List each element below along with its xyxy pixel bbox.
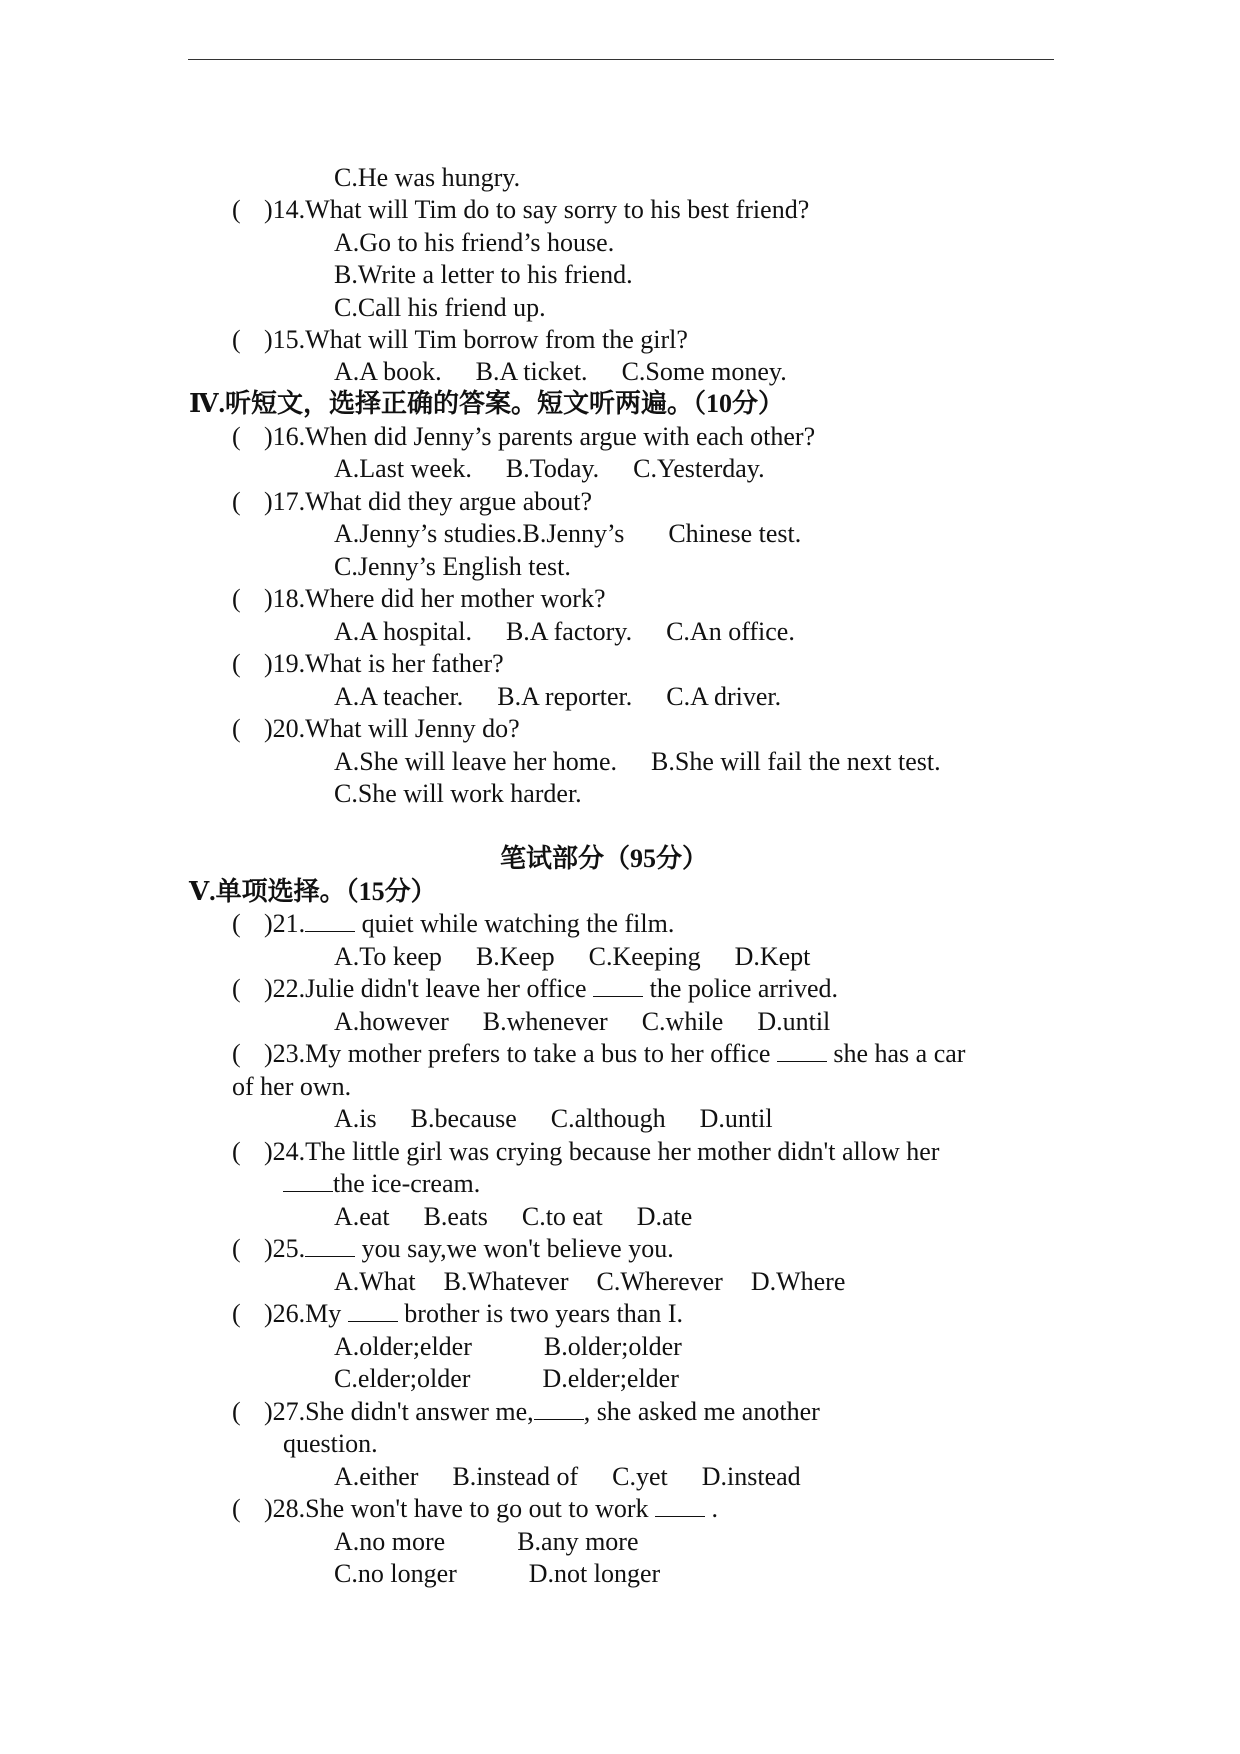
answer-blank[interactable] — [534, 1397, 584, 1420]
q25-options: A.What B.Whatever C.Wherever D.Where — [334, 1267, 846, 1296]
q14-question: ( )14.What will Tim do to say sorry to his best friend? — [232, 195, 810, 224]
q16-question: ( )16.When did Jenny’s parents argue with each other? — [232, 422, 816, 451]
answer-blank[interactable] — [305, 909, 355, 932]
answer-paren[interactable]: ( — [232, 909, 241, 938]
q18-question: ( )18.Where did her mother work? — [232, 584, 606, 613]
answer-paren[interactable]: ( — [232, 1299, 241, 1328]
answer-blank[interactable] — [305, 1234, 355, 1257]
section-4-heading: Ⅳ.听短文，选择正确的答案。短文听两遍。（10分） — [189, 389, 785, 418]
q27-question-line2: question. — [283, 1429, 378, 1458]
q21-options: A.To keep B.Keep C.Keeping D.Kept — [334, 942, 811, 971]
q21-question: ( )21. quiet while watching the film. — [232, 909, 675, 938]
answer-blank[interactable] — [655, 1494, 705, 1517]
q27-options: A.either B.instead of C.yet D.instead — [334, 1462, 801, 1491]
q23-question-line2: of her own. — [232, 1072, 352, 1101]
answer-paren[interactable]: ( — [232, 649, 241, 678]
q25-question: ( )25. you say,we won't believe you. — [232, 1234, 674, 1263]
q17-options-ab: A.Jenny’s studies.B.Jenny’s Chinese test. — [334, 519, 802, 548]
q15-options: A.A book. B.A ticket. C.Some money. — [334, 357, 787, 386]
answer-paren[interactable]: ( — [232, 1234, 241, 1263]
q24-question-line2: the ice-cream. — [283, 1169, 480, 1199]
answer-paren[interactable]: ( — [232, 195, 241, 224]
q24-options: A.eat B.eats C.to eat D.ate — [334, 1202, 693, 1231]
q23-options: A.is B.because C.although D.until — [334, 1104, 773, 1133]
header-rule — [188, 59, 1054, 60]
q15-question: ( )15.What will Tim borrow from the girl? — [232, 325, 688, 354]
answer-blank[interactable] — [593, 974, 643, 997]
written-part-title: 笔试部分（95分） — [500, 844, 709, 873]
q22-question: ( )22.Julie didn't leave her office the police arrived. — [232, 974, 839, 1003]
answer-paren[interactable]: ( — [232, 1397, 241, 1426]
q20-question: ( )20.What will Jenny do? — [232, 714, 520, 743]
q24-question: ( )24.The little girl was crying because her mother didn't allow her — [232, 1137, 940, 1166]
answer-paren[interactable]: ( — [232, 487, 241, 516]
q14-option-b: B.Write a letter to his friend. — [334, 260, 633, 289]
section-5-heading: Ⅴ.单项选择。（15分） — [189, 877, 437, 906]
answer-paren[interactable]: ( — [232, 325, 241, 354]
q17-question: ( )17.What did they argue about? — [232, 487, 593, 516]
answer-paren[interactable]: ( — [232, 1039, 241, 1068]
q23-question: ( )23.My mother prefers to take a bus to her office she has a car — [232, 1039, 966, 1068]
q27-question: ( )27.She didn't answer me, , she asked me another — [232, 1397, 820, 1426]
q26-question: ( )26.My brother is two years than I. — [232, 1299, 683, 1328]
answer-blank[interactable] — [777, 1039, 827, 1062]
q22-options: A.however B.whenever C.while D.until — [334, 1007, 831, 1036]
answer-paren[interactable]: ( — [232, 1137, 241, 1166]
q28-question: ( )28.She won't have to go out to work . — [232, 1494, 719, 1523]
q16-options: A.Last week. B.Today. C.Yesterday. — [334, 454, 765, 483]
q28-options-ab: A.no more B.any more — [334, 1527, 639, 1556]
q20-option-c: C.She will work harder. — [334, 779, 582, 808]
answer-paren[interactable]: ( — [232, 974, 241, 1003]
q18-options: A.A hospital. B.A factory. C.An office. — [334, 617, 795, 646]
q13-option-c: C.He was hungry. — [334, 163, 521, 192]
answer-paren[interactable]: ( — [232, 422, 241, 451]
q28-options-cd: C.no longer D.not longer — [334, 1559, 661, 1588]
answer-paren[interactable]: ( — [232, 584, 241, 613]
q26-options-ab: A.older;elder B.older;older — [334, 1332, 682, 1361]
q19-options: A.A teacher. B.A reporter. C.A driver. — [334, 682, 782, 711]
answer-paren[interactable]: ( — [232, 714, 241, 743]
answer-paren[interactable]: ( — [232, 1494, 241, 1523]
q17-option-c: C.Jenny’s English test. — [334, 552, 571, 581]
answer-blank[interactable] — [348, 1299, 398, 1322]
q26-options-cd: C.elder;older D.elder;elder — [334, 1364, 679, 1393]
q20-options-ab: A.She will leave her home. B.She will fail the next test. — [334, 747, 941, 776]
q14-option-c: C.Call his friend up. — [334, 293, 546, 322]
q14-option-a: A.Go to his friend’s house. — [334, 228, 615, 257]
q19-question: ( )19.What is her father? — [232, 649, 504, 678]
answer-blank[interactable] — [283, 1169, 333, 1192]
